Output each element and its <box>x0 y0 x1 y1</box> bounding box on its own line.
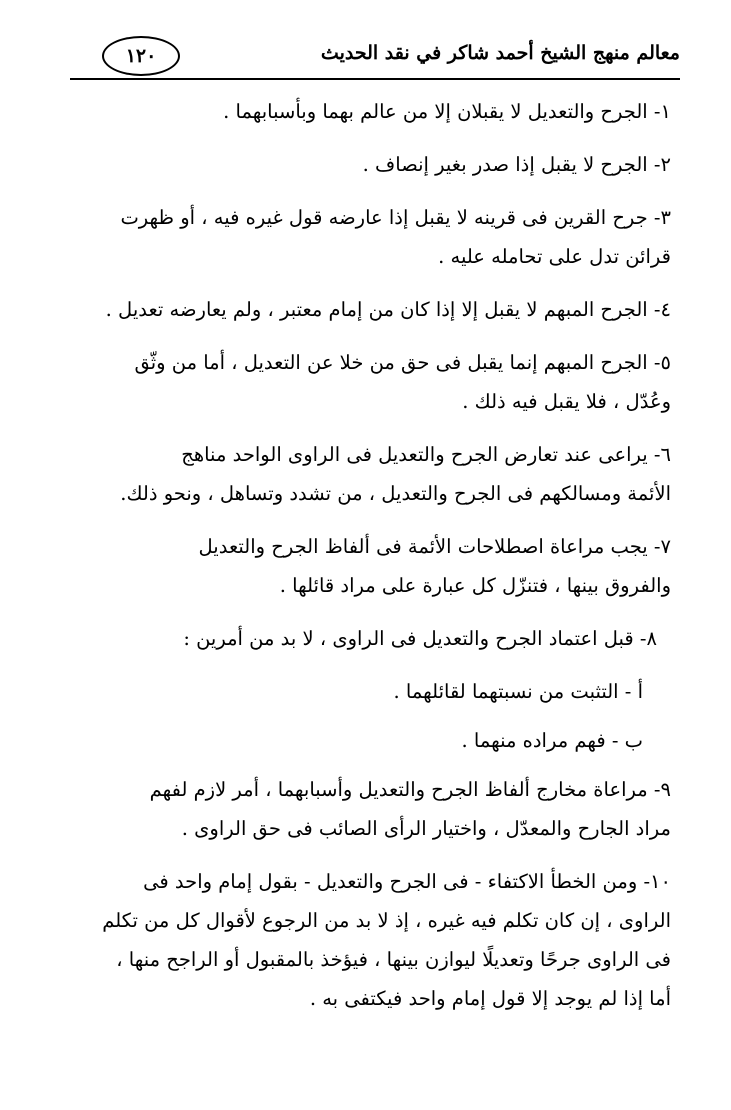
paragraph-3 <box>71 198 671 276</box>
paragraph-7 <box>71 527 671 605</box>
paragraph-line: أ - التثبت من نسبتهما لقائلهما . <box>393 680 643 703</box>
paragraph-8b <box>71 721 671 760</box>
paragraph-line: ٢- الجرح لا يقبل إذا صدر بغير إنصاف . <box>362 153 671 176</box>
paragraph-line: أما إذا لم يوجد إلا قول إمام واحد فيكتفى به . <box>309 987 671 1010</box>
paragraph-line: والفروق بينها ، فتنزّل كل عبارة على مراد قائلها . <box>279 574 671 597</box>
paragraph-line: فى الراوى جرحًا وتعديلًا ليوازن بينها ، فيؤخذ بالمقبول أو الراجح منها ، <box>116 948 671 971</box>
paragraph-8 <box>71 619 671 658</box>
paragraph-4 <box>71 290 671 329</box>
paragraph-line: ٤- الجرح المبهم لا يقبل إلا إذا كان من إمام معتبر ، ولم يعارضه تعديل . <box>105 298 671 321</box>
body-text <box>71 92 671 1032</box>
paragraph-line: ٣- جرح القرين فى قرينه لا يقبل إذا عارضه قول غيره فيه ، أو ظهرت <box>120 206 671 229</box>
paragraph-9 <box>71 770 671 848</box>
paragraph-line: الراوى ، إن كان تكلم فيه غيره ، إذ لا بد من الرجوع لأقوال كل من تكلم <box>102 909 671 932</box>
paragraph-2 <box>71 145 671 184</box>
paragraph-1 <box>71 92 671 131</box>
paragraph-10 <box>71 862 671 1018</box>
paragraph-line: وعُدّل ، فلا يقبل فيه ذلك . <box>462 390 671 413</box>
paragraph-line: ب - فهم مراده منهما . <box>461 729 643 752</box>
running-title: معالم منهج الشيخ أحمد شاكر في نقد الحديث <box>320 42 680 64</box>
paragraph-line: قرائن تدل على تحامله عليه . <box>438 245 671 268</box>
paragraph-line: ٩- مراعاة مخارج ألفاظ الجرح والتعديل وأسبابهما ، أمر لازم لفهم <box>149 778 671 801</box>
page-header <box>70 32 680 84</box>
paragraph-line: ١٠- ومن الخطأ الاكتفاء - فى الجرح والتعديل - بقول إمام واحد فى <box>143 870 671 893</box>
paragraph-line: ٥- الجرح المبهم إنما يقبل فى حق من خلا عن التعديل ، أما من وثّق <box>134 351 671 374</box>
paragraph-line: ٦- يراعى عند تعارض الجرح والتعديل فى الراوى الواحد مناهج <box>181 443 671 466</box>
paragraph-6 <box>71 435 671 513</box>
paragraph-5 <box>71 343 671 421</box>
paragraph-line: الأئمة ومسالكهم فى الجرح والتعديل ، من تشدد وتساهل ، ونحو ذلك. <box>120 482 671 505</box>
paragraph-line: ١- الجرح والتعديل لا يقبلان إلا من عالم بهما وبأسبابهما . <box>223 100 671 123</box>
paragraph-line: ٨- قبل اعتماد الجرح والتعديل فى الراوى ، لا بد من أمرين : <box>183 627 657 650</box>
paragraph-8a <box>71 672 671 711</box>
page-number: ١٢٠ <box>102 36 180 76</box>
paragraph-line: مراد الجارح والمعدّل ، واختيار الرأى الصائب فى حق الراوى . <box>181 817 671 840</box>
paragraph-line: ٧- يجب مراعاة اصطلاحات الأئمة فى ألفاظ الجرح والتعديل <box>198 535 671 558</box>
header-divider <box>70 78 680 80</box>
